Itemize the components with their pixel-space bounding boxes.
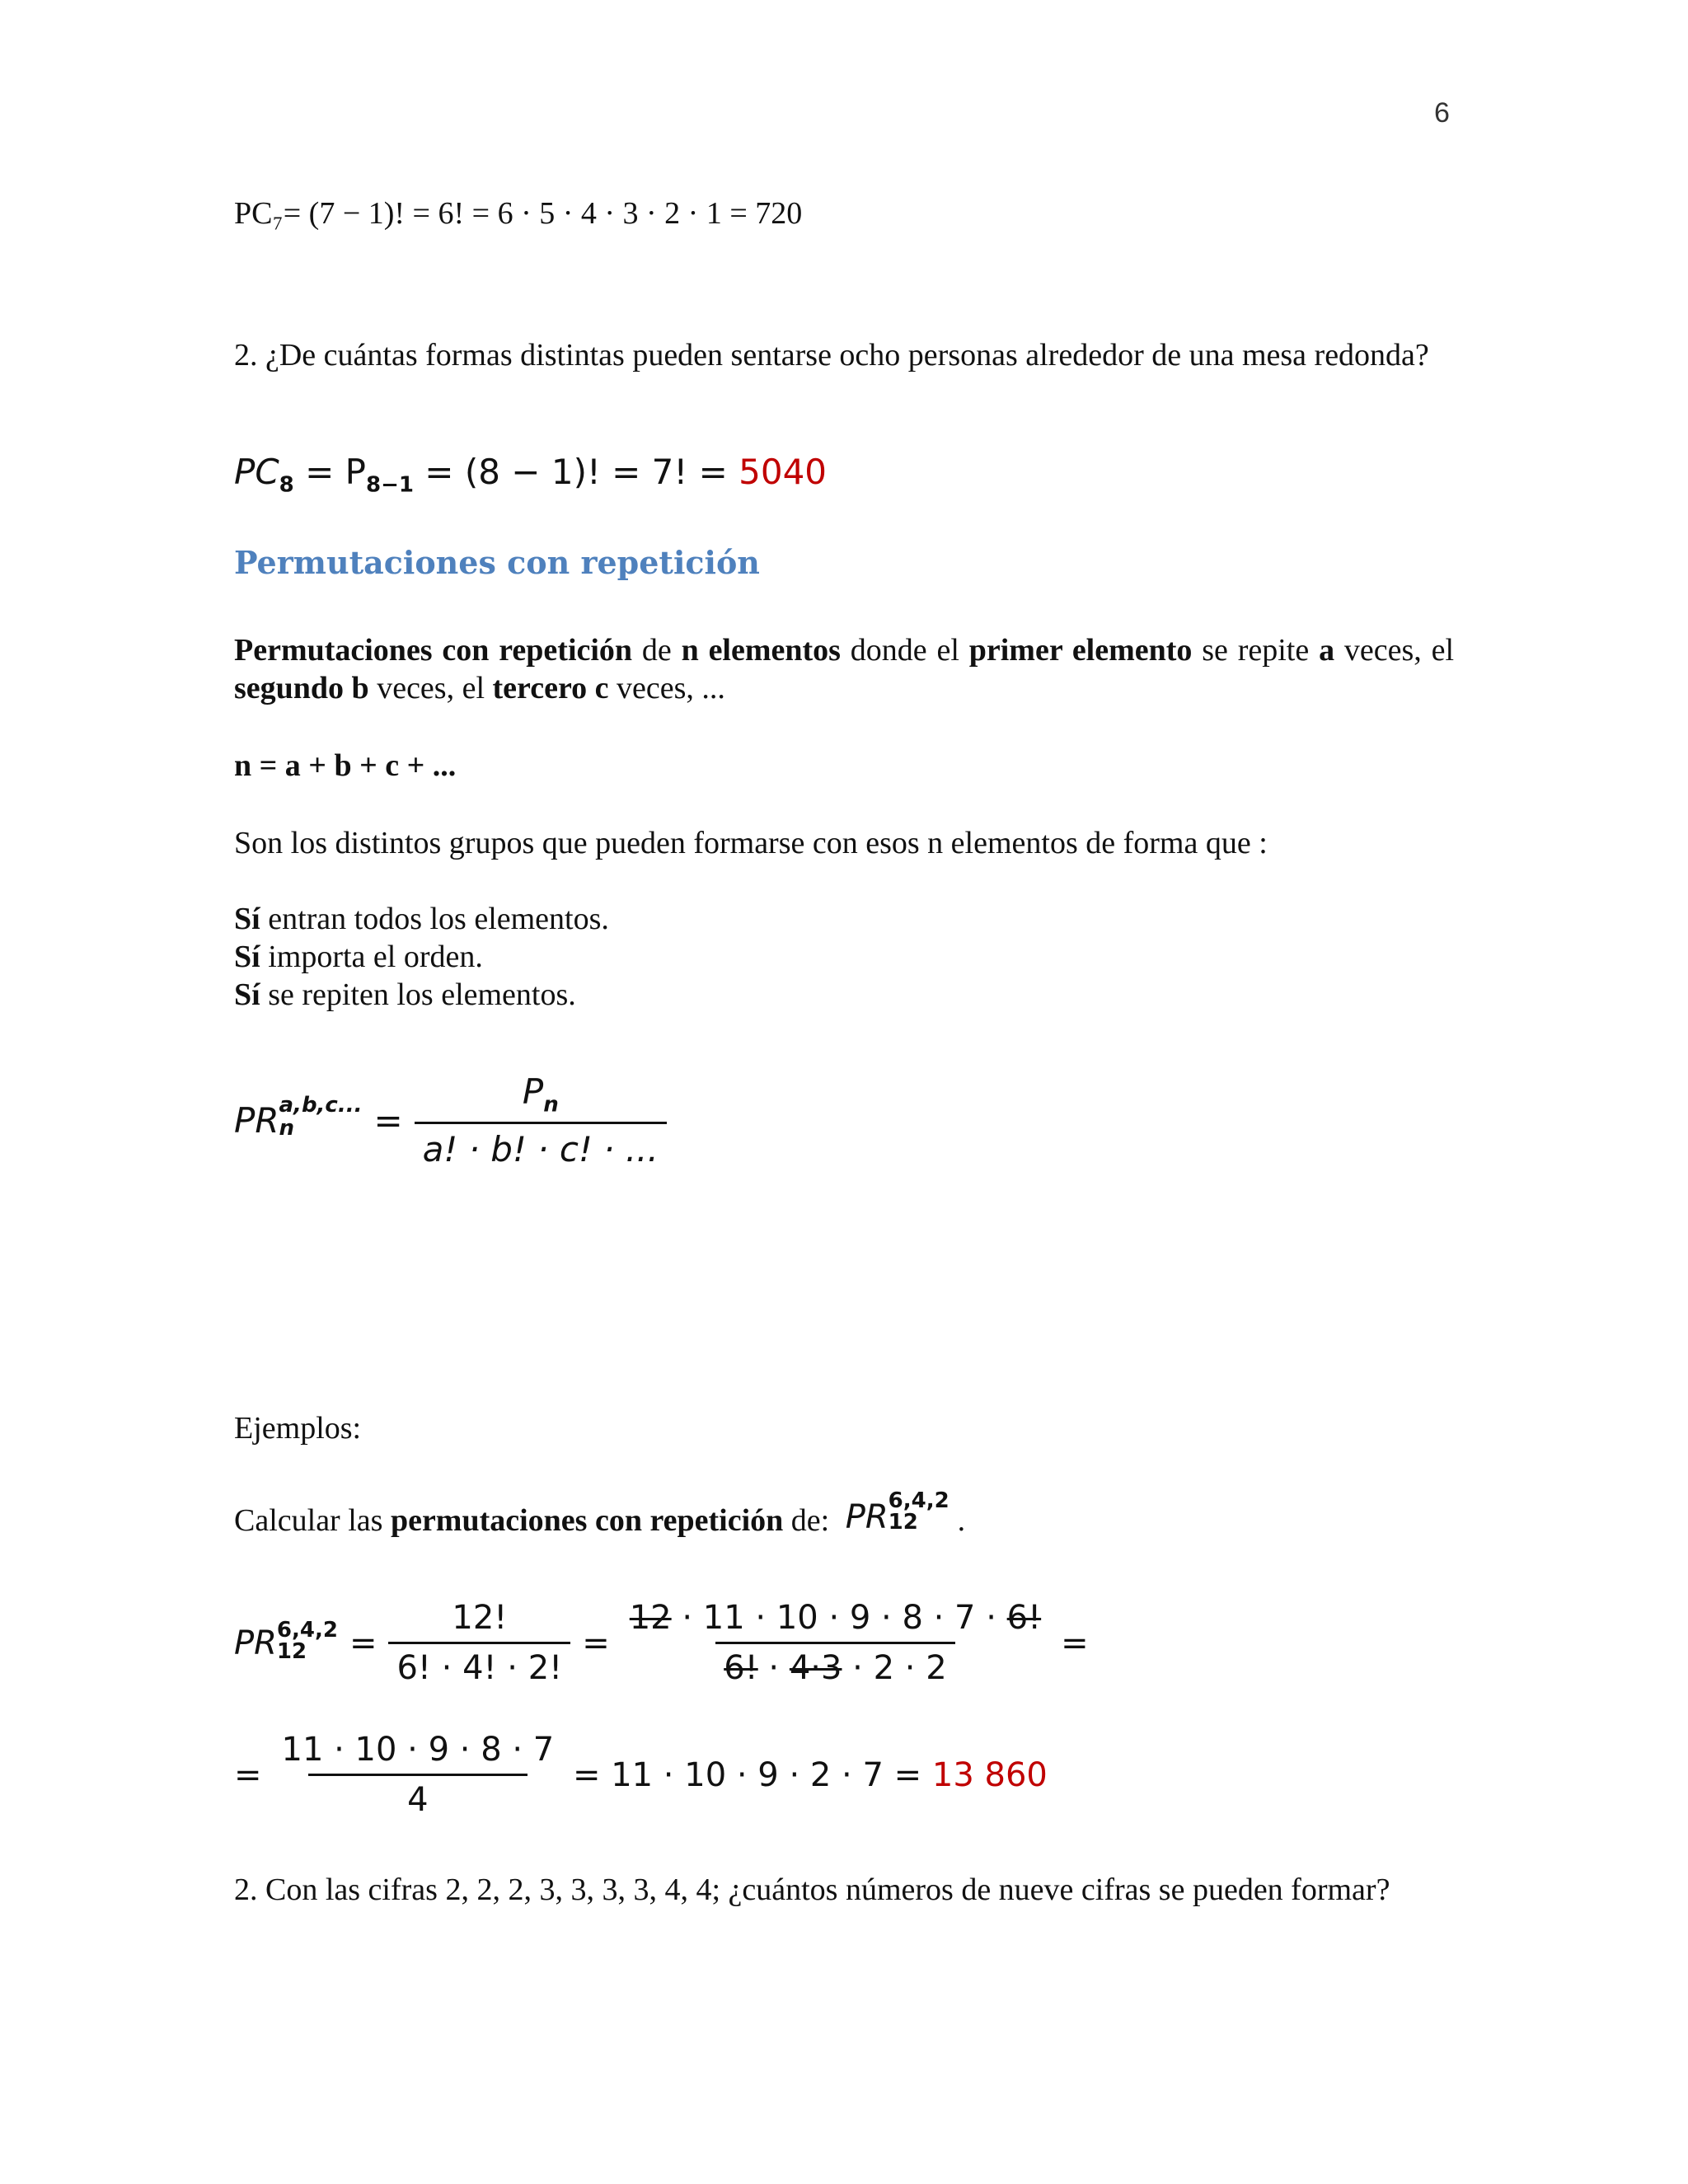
fraction-denominator: 4 bbox=[308, 1774, 527, 1819]
pr-symbol: PR bbox=[845, 1498, 889, 1536]
equals-sign: = bbox=[582, 1624, 610, 1662]
pr-symbol: PR bbox=[234, 1100, 279, 1141]
fraction-numerator: 11 · 10 · 9 · 8 · 7 bbox=[281, 1731, 555, 1769]
def-bold: n elementos bbox=[681, 633, 841, 668]
calc-text: Calcular las bbox=[234, 1503, 391, 1538]
rule-text: importa el orden. bbox=[260, 940, 483, 974]
page-number: 6 bbox=[1434, 97, 1450, 129]
calculate-line bbox=[234, 1488, 966, 1540]
rule-item bbox=[234, 900, 609, 938]
definition-paragraph bbox=[234, 631, 1454, 707]
example-equation-1 bbox=[234, 1599, 1100, 1687]
cancelled-term: 12 bbox=[629, 1599, 672, 1637]
fraction-numerator bbox=[514, 1071, 567, 1122]
denominator-terms: · 2 · 2 bbox=[842, 1649, 947, 1687]
p-subscript: 8−1 bbox=[365, 472, 414, 498]
calc-text: de: bbox=[783, 1503, 837, 1538]
def-text: se repite bbox=[1192, 633, 1320, 668]
cancelled-term: 6! bbox=[1006, 1599, 1042, 1637]
pr-symbol-group bbox=[234, 1617, 338, 1664]
fraction-denominator bbox=[715, 1642, 954, 1687]
equation-result: 13 860 bbox=[931, 1755, 1048, 1794]
cancelled-term: 6! bbox=[724, 1649, 758, 1687]
fraction-numerator bbox=[621, 1599, 1049, 1642]
equation-rest: = 11 · 10 · 9 · 2 · 7 = bbox=[562, 1755, 932, 1794]
p-symbol: P bbox=[522, 1071, 544, 1112]
denominator-terms: · bbox=[757, 1649, 790, 1687]
def-text: veces, ... bbox=[608, 671, 725, 705]
rule-bold: Sí bbox=[234, 977, 260, 1012]
def-bold: segundo b bbox=[234, 671, 369, 705]
rule-text: entran todos los elementos. bbox=[260, 902, 609, 936]
pr-symbol-group bbox=[234, 1093, 363, 1141]
pr-symbol: PR bbox=[234, 1624, 277, 1662]
equals-sign: = bbox=[1061, 1624, 1089, 1662]
pr-superscript: 6,4,2 bbox=[888, 1488, 950, 1513]
rules-list bbox=[234, 900, 609, 1014]
fraction-reduced bbox=[274, 1731, 563, 1819]
fraction-numerator: 12! bbox=[452, 1599, 508, 1637]
groups-text: Son los distintos grupos que pueden formarse con esos n elementos de forma que : bbox=[234, 826, 1268, 860]
pr-superscript: a,b,c... bbox=[279, 1093, 363, 1118]
rule-bold: Sí bbox=[234, 902, 260, 936]
equals-sign: = bbox=[234, 1755, 262, 1794]
general-fraction bbox=[415, 1071, 667, 1169]
numerator-terms: · 11 · 10 · 9 · 8 · 7 · bbox=[671, 1599, 1007, 1637]
example-equation-2 bbox=[234, 1731, 1048, 1819]
fraction-expanded bbox=[621, 1599, 1049, 1687]
fraction-denominator: 6! · 4! · 2! bbox=[388, 1642, 570, 1687]
pc-symbol: PC bbox=[234, 452, 279, 492]
general-pr-formula bbox=[234, 1071, 667, 1169]
rule-bold: Sí bbox=[234, 940, 260, 974]
pc8-formula bbox=[234, 452, 827, 497]
def-text: veces, el bbox=[1334, 633, 1455, 668]
equals-sign: = bbox=[373, 1100, 403, 1141]
fraction-factorials bbox=[388, 1599, 570, 1687]
section-heading: Permutaciones con repetición bbox=[234, 544, 760, 581]
pr-indices bbox=[279, 1094, 363, 1140]
pr-indices bbox=[277, 1619, 338, 1662]
pc7-equation: PC₇= (7 − 1)! = 6! = 6 · 5 · 4 · 3 · 2 · 1 = 720 bbox=[234, 196, 803, 231]
fraction-denominator: a! · b! · c! · ... bbox=[415, 1122, 667, 1169]
n-formula: n = a + b + c + ... bbox=[234, 748, 457, 783]
examples-label: Ejemplos: bbox=[234, 1411, 362, 1446]
pr-subscript: n bbox=[279, 1116, 295, 1141]
def-text: donde el bbox=[840, 633, 969, 668]
pr-inline-symbol bbox=[845, 1488, 950, 1536]
calc-bold: permutaciones con repetición bbox=[390, 1503, 784, 1538]
question-round-table: 2. ¿De cuántas formas distintas pueden sentarse ocho personas alrededor de una mesa redonda? bbox=[234, 338, 1429, 373]
equals-sign: = bbox=[349, 1624, 377, 1662]
pr-indices bbox=[889, 1490, 950, 1533]
cancelled-term: 4·3 bbox=[789, 1649, 842, 1687]
def-text: de bbox=[632, 633, 682, 668]
pr-superscript: 6,4,2 bbox=[276, 1617, 338, 1643]
def-bold: tercero c bbox=[492, 671, 609, 705]
calc-period: . bbox=[957, 1503, 966, 1538]
p-subscript: n bbox=[543, 1092, 559, 1118]
rule-item bbox=[234, 938, 609, 976]
def-term: Permutaciones con repetición bbox=[234, 633, 633, 668]
def-bold: a bbox=[1319, 633, 1335, 668]
p-symbol: = P bbox=[305, 452, 366, 492]
rule-item bbox=[234, 976, 609, 1014]
pc8-result: 5040 bbox=[738, 452, 828, 492]
rule-text: se repiten los elementos. bbox=[260, 977, 576, 1012]
def-bold: primer elemento bbox=[968, 633, 1193, 668]
pc8-rest: = (8 − 1)! = 7! = bbox=[413, 452, 739, 492]
question-nine-digit-numbers: 2. Con las cifras 2, 2, 2, 3, 3, 3, 3, 4, 4; ¿cuántos números de nueve cifras se pueden formar? bbox=[234, 1872, 1390, 1907]
pr-subscript: 12 bbox=[276, 1638, 307, 1664]
def-text: veces, el bbox=[368, 671, 493, 705]
pc-subscript: 8 bbox=[279, 472, 294, 498]
pr-subscript: 12 bbox=[888, 1510, 918, 1535]
